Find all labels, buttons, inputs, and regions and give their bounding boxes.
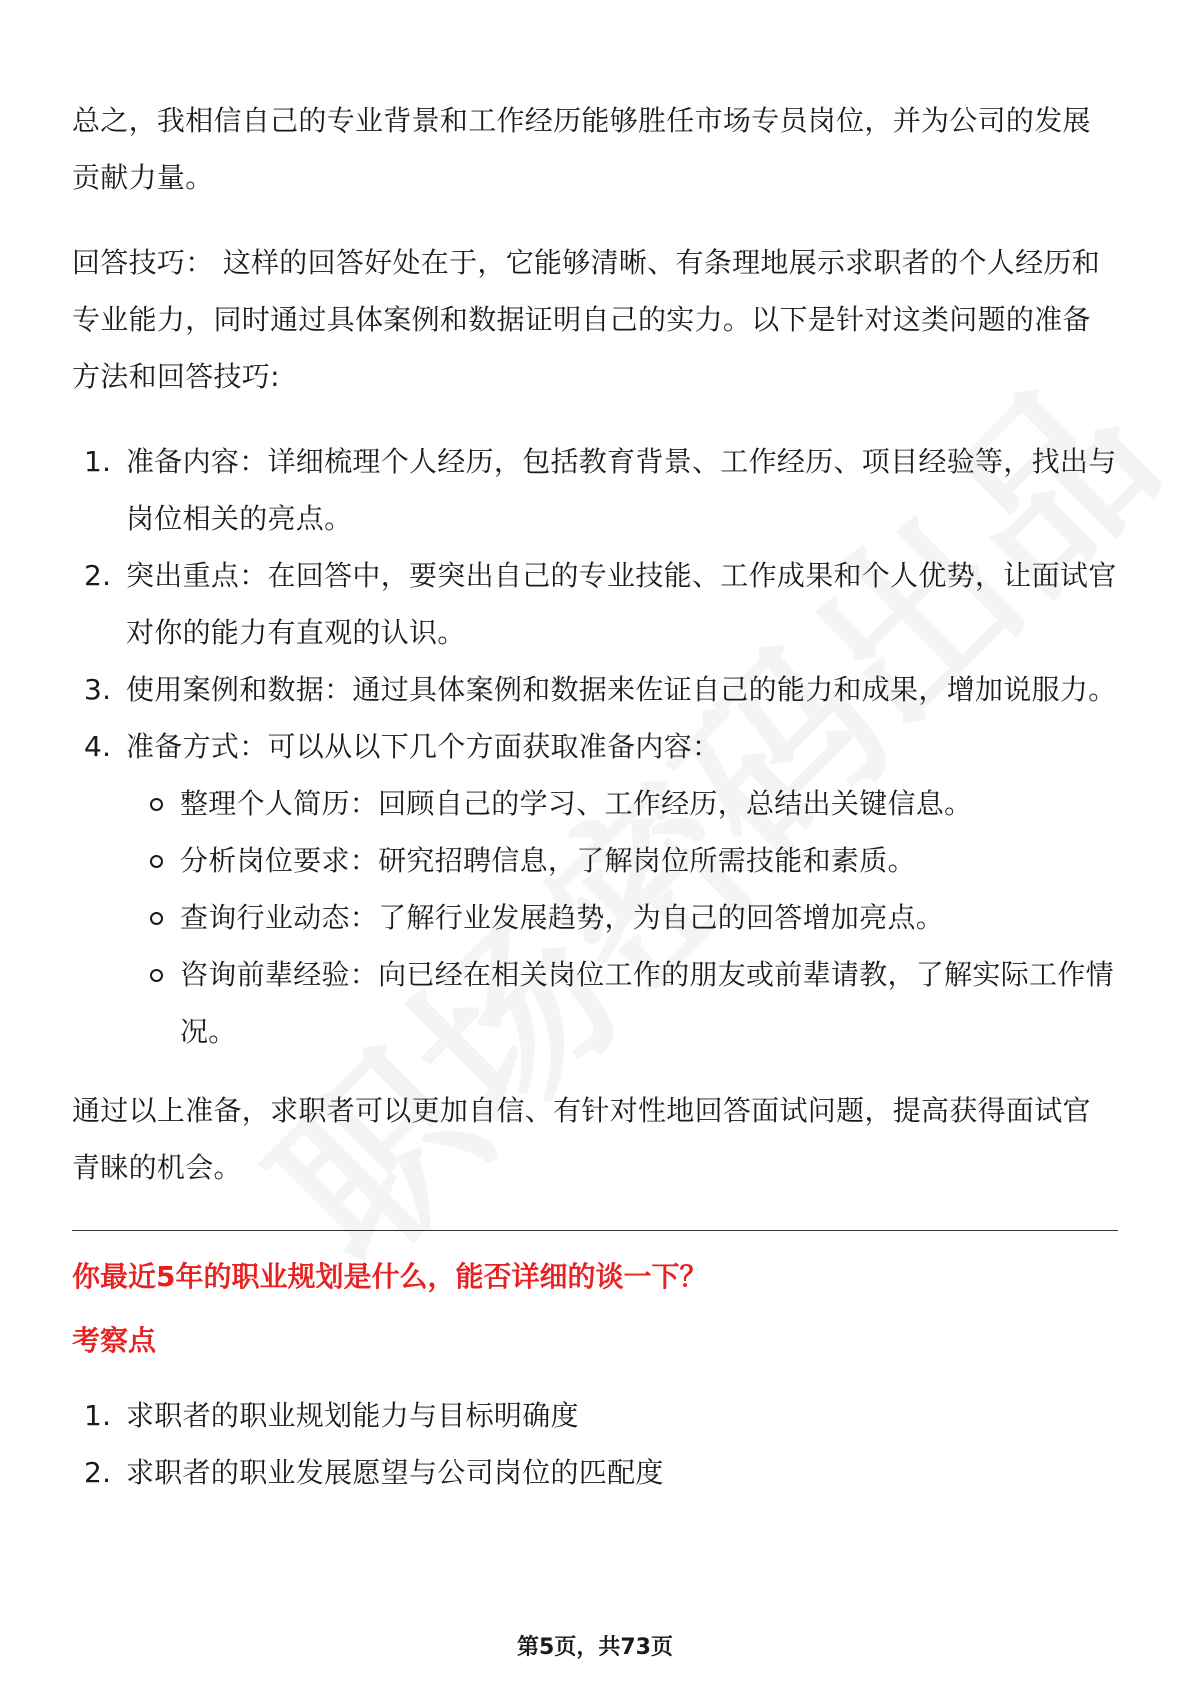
list-item-text: 准备方式：可以从以下几个方面获取准备内容： xyxy=(126,730,721,763)
list-number: 1. xyxy=(84,1399,112,1432)
sub-list-item-text: 查询行业动态：了解行业发展趋势，为自己的回答增加亮点。 xyxy=(180,901,945,934)
tips-list xyxy=(72,433,1118,1060)
sub-list-item-text: 咨询前辈经验：向已经在相关岗位工作的朋友或前辈请教，了解实际工作情况。 xyxy=(180,958,1114,1048)
sub-list-item-text: 整理个人简历：回顾自己的学习、工作经历，总结出关键信息。 xyxy=(180,787,973,820)
list-item-text: 突出重点：在回答中，要突出自己的专业技能、工作成果和个人优势，让面试官对你的能力有直观的认识。 xyxy=(126,559,1117,649)
list-item-text: 使用案例和数据：通过具体案例和数据来佐证自己的能力和成果，增加说服力。 xyxy=(126,673,1117,706)
list-item xyxy=(72,718,1118,1060)
sub-list-item-text: 分析岗位要求：研究招聘信息，了解岗位所需技能和素质。 xyxy=(180,844,916,877)
list-item-text: 求职者的职业规划能力与目标明确度 xyxy=(126,1399,579,1432)
list-item xyxy=(72,1444,1118,1501)
bullet-icon xyxy=(150,855,163,868)
page-content xyxy=(72,92,1118,1501)
list-item xyxy=(72,1387,1118,1444)
sub-list-item xyxy=(126,832,1118,889)
tips-lead-paragraph: 回答技巧： 这样的回答好处在于，它能够清晰、有条理地展示求职者的个人经历和专业能力，同时通过具体案例和数据证明自己的实力。以下是针对这类问题的准备方法和回答技巧: xyxy=(72,246,1101,393)
list-number: 2. xyxy=(84,559,112,592)
list-number: 4. xyxy=(84,730,112,763)
points-list xyxy=(72,1387,1118,1501)
sub-tips-list xyxy=(126,775,1118,1060)
list-number: 3. xyxy=(84,673,112,706)
list-number: 1. xyxy=(84,445,112,478)
bullet-icon xyxy=(150,969,163,982)
closing-paragraph: 通过以上准备，求职者可以更加自信、有针对性地回答面试问题，提高获得面试官青睐的机会。 xyxy=(72,1094,1091,1184)
question-subtitle: 考察点 xyxy=(72,1324,157,1357)
list-item-text: 求职者的职业发展愿望与公司岗位的匹配度 xyxy=(126,1456,664,1489)
bullet-icon xyxy=(150,798,163,811)
sub-list-item xyxy=(126,775,1118,832)
list-item xyxy=(72,433,1118,547)
list-item-text: 准备内容：详细梳理个人经历，包括教育背景、工作经历、项目经验等，找出与岗位相关的亮点。 xyxy=(126,445,1117,535)
list-item xyxy=(72,661,1118,718)
sub-list-item xyxy=(126,946,1118,1060)
list-number: 2. xyxy=(84,1456,112,1489)
list-item xyxy=(72,547,1118,661)
page-footer: 第5页，共73页 xyxy=(517,1635,673,1660)
sub-list-item xyxy=(126,889,1118,946)
question-title: 你最近5年的职业规划是什么，能否详细的谈一下？ xyxy=(72,1260,708,1293)
conclusion-paragraph: 总之，我相信自己的专业背景和工作经历能够胜任市场专员岗位，并为公司的发展贡献力量。 xyxy=(72,104,1091,194)
section-divider xyxy=(72,1230,1118,1231)
bullet-icon xyxy=(150,912,163,925)
